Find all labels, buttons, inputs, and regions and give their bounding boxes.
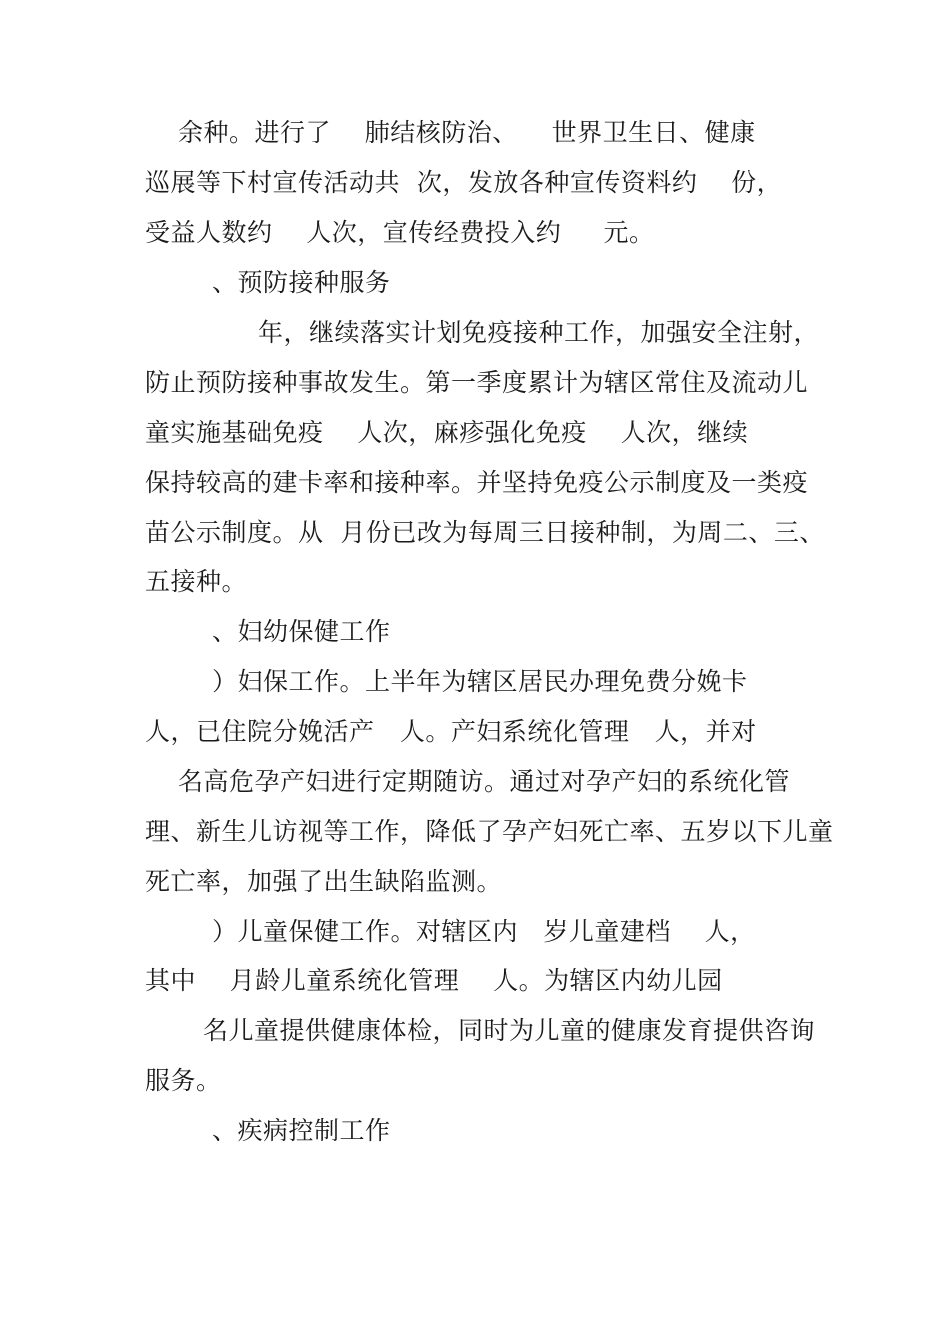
text-line: 受益人数约 人次，宣传经费投入约 元。 <box>145 218 655 247</box>
text-line: 名儿童提供健康体检，同时为儿童的健康发育提供咨询 <box>203 1016 816 1045</box>
text-line: 人，已住院分娩活产 人。产妇系统化管理 人，并对 <box>145 717 757 746</box>
text-line: 保持较高的建卡率和接种率。并坚持免疫公示制度及一类疫 <box>145 468 809 497</box>
text-line: 其中 月龄儿童系统化管理 人。为辖区内幼儿园 <box>145 966 723 995</box>
text-line: 死亡率，加强了出生缺陷监测。 <box>145 867 503 896</box>
text-line: 名高危孕产妇进行定期随访。通过对孕产妇的系统化管 <box>178 767 791 796</box>
text-line: 年，继续落实计划免疫接种工作，加强安全注射， <box>258 318 820 347</box>
text-line: 苗公示制度。从 月份已改为每周三日接种制，为周二、三、 <box>145 518 825 547</box>
text-line: 余种。进行了 肺结核防治、 世界卫生日、健康 <box>178 118 756 147</box>
text-line: 五接种。 <box>145 567 248 596</box>
text-line: 防止预防接种事故发生。第一季度累计为辖区常住及流动儿 <box>145 368 809 397</box>
text-line: ）妇保工作。上半年为辖区居民办理免费分娩卡 <box>212 667 748 696</box>
section-heading: 、预防接种服务 <box>212 268 391 297</box>
text-line: 理、新生儿访视等工作，降低了孕产妇死亡率、五岁以下儿童 <box>145 817 834 846</box>
text-line: 巡展等下村宣传活动共 次，发放各种宣传资料约 份， <box>145 168 783 197</box>
text-line: ）儿童保健工作。对辖区内 岁儿童建档 人， <box>212 917 756 946</box>
text-line: 服务。 <box>145 1066 222 1095</box>
section-heading: 、妇幼保健工作 <box>212 617 391 646</box>
text-line: 童实施基础免疫 人次，麻疹强化免疫 人次，继续 <box>145 418 749 447</box>
section-heading: 、疾病控制工作 <box>212 1116 391 1145</box>
